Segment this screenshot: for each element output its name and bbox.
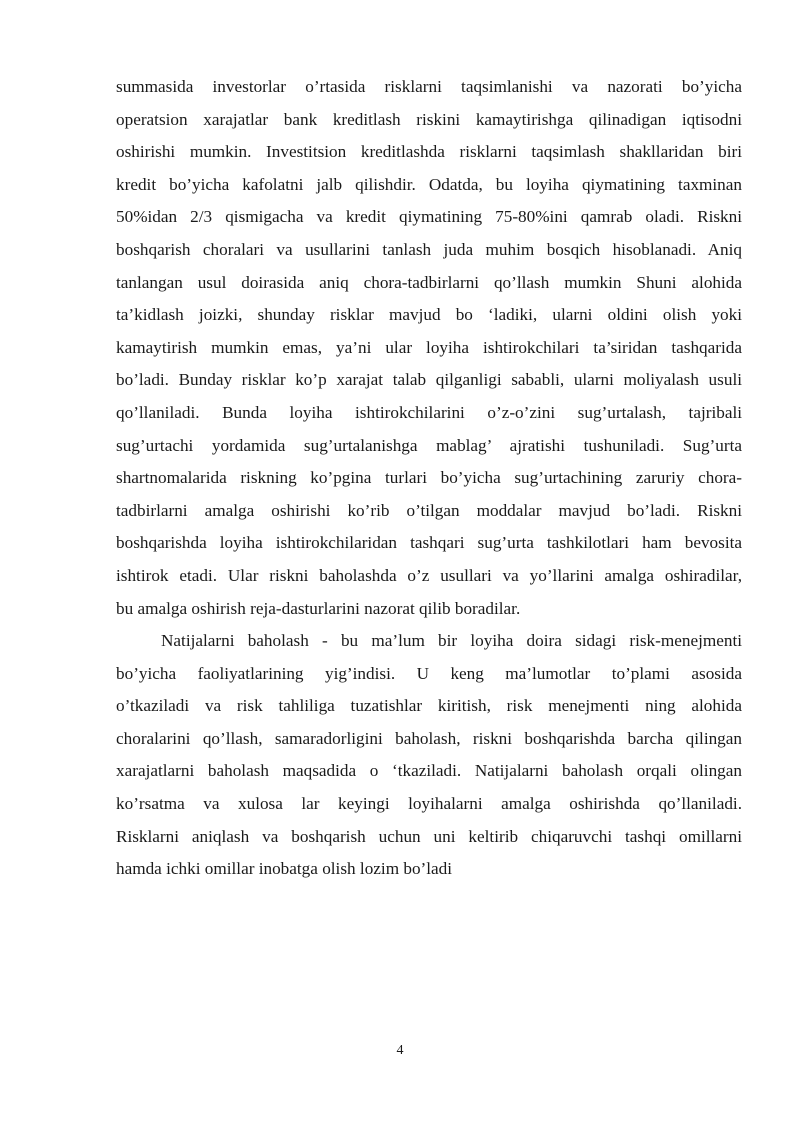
- text-line: Natijalarni baholash - bu ma’lum bir loyiha doira sidagi risk-menejmenti: [161, 631, 742, 651]
- body-text: [116, 71, 742, 886]
- text-line: ta’kidlash joizki, shunday risklar mavjud bo ‘ladiki, ularni oldini olish yoki: [116, 305, 742, 325]
- text-line: boshqarish choralari va usullarini tanlash juda muhim bosqich hisoblanadi. Aniq: [116, 239, 742, 259]
- text-line: hamda ichki omillar inobatga olish lozim bo’ladi: [116, 859, 453, 879]
- text-line: xarajatlarni baholash maqsadida o ‘tkaziladi. Natijalarni baholash orqali olingan: [116, 761, 742, 781]
- text-line: tadbirlarni amalga oshirishi ko’rib o’tilgan moddalar mavjud bo’ladi. Riskni: [116, 500, 742, 520]
- text-line: Risklarni aniqlash va boshqarish uchun uni keltirib chiqaruvchi tashqi omillarni: [116, 826, 742, 846]
- text-line: 50%idan 2/3 qismigacha va kredit qiymatining 75-80%ini qamrab oladi. Riskni: [116, 207, 742, 227]
- text-line: bu amalga oshirish reja-dasturlarini nazorat qilib boradilar.: [116, 598, 521, 618]
- text-line: tanlangan usul doirasida aniq chora-tadbirlarni qo’llash mumkin Shuni alohida: [116, 272, 742, 292]
- text-line: o’tkaziladi va risk tahliliga tuzatishlar kiritish, risk menejmenti ning alohida: [116, 696, 742, 716]
- text-line: ko’rsatma va xulosa lar keyingi loyihalarni amalga oshirishda qo’llaniladi.: [116, 794, 742, 814]
- paragraph-1: [116, 71, 742, 625]
- text-line: qo’llaniladi. Bunda loyiha ishtirokchilarini o’z-o’zini sug’urtalash, tajribali: [116, 402, 742, 422]
- text-line: bo’ladi. Bunday risklar ko’p xarajat talab qilganligi sababli, ularni moliyalash usuli: [116, 370, 742, 390]
- text-line: choralarini qo’llash, samaradorligini baholash, riskni boshqarishda barcha qilingan: [116, 728, 742, 748]
- text-line: summasida investorlar o’rtasida risklarni taqsimlanishi va nazorati bo’yicha: [116, 77, 742, 96]
- text-line: boshqarishda loyiha ishtirokchilaridan tashqari sug’urta tashkilotlari ham bevosita: [116, 533, 742, 553]
- page-number: 4: [396, 1043, 404, 1058]
- text-line: sug’urtachi yordamida sug’urtalanishga mablag’ ajratishi tushuniladi. Sug’urta: [116, 435, 742, 455]
- text-line: kredit bo’yicha kafolatni jalb qilishdir. Odatda, bu loyiha qiymatining taxminan: [116, 174, 742, 194]
- text-line: shartnomalarida riskning ko’pgina turlari bo’yicha sug’urtachining zaruriy chora-: [116, 468, 742, 488]
- text-line: oshirishi mumkin. Investitsion kreditlashda risklarni taqsimlash shakllaridan biri: [116, 142, 742, 162]
- text-line: kamaytirish mumkin emas, ya’ni ular loyiha ishtirokchilari ta’siridan tashqarida: [116, 337, 742, 357]
- text-line: ishtirok etadi. Ular riskni baholashda o’z usullari va yo’llarini amalga oshiradilar,: [116, 565, 742, 585]
- paragraph-2: [116, 625, 742, 886]
- text-line: operatsion xarajatlar bank kreditlash riskini kamaytirishga qilinadigan iqtisodni: [116, 109, 742, 129]
- text-line: bo’yicha faoliyatlarining yig’indisi. U keng ma’lumotlar to’plami asosida: [116, 663, 742, 683]
